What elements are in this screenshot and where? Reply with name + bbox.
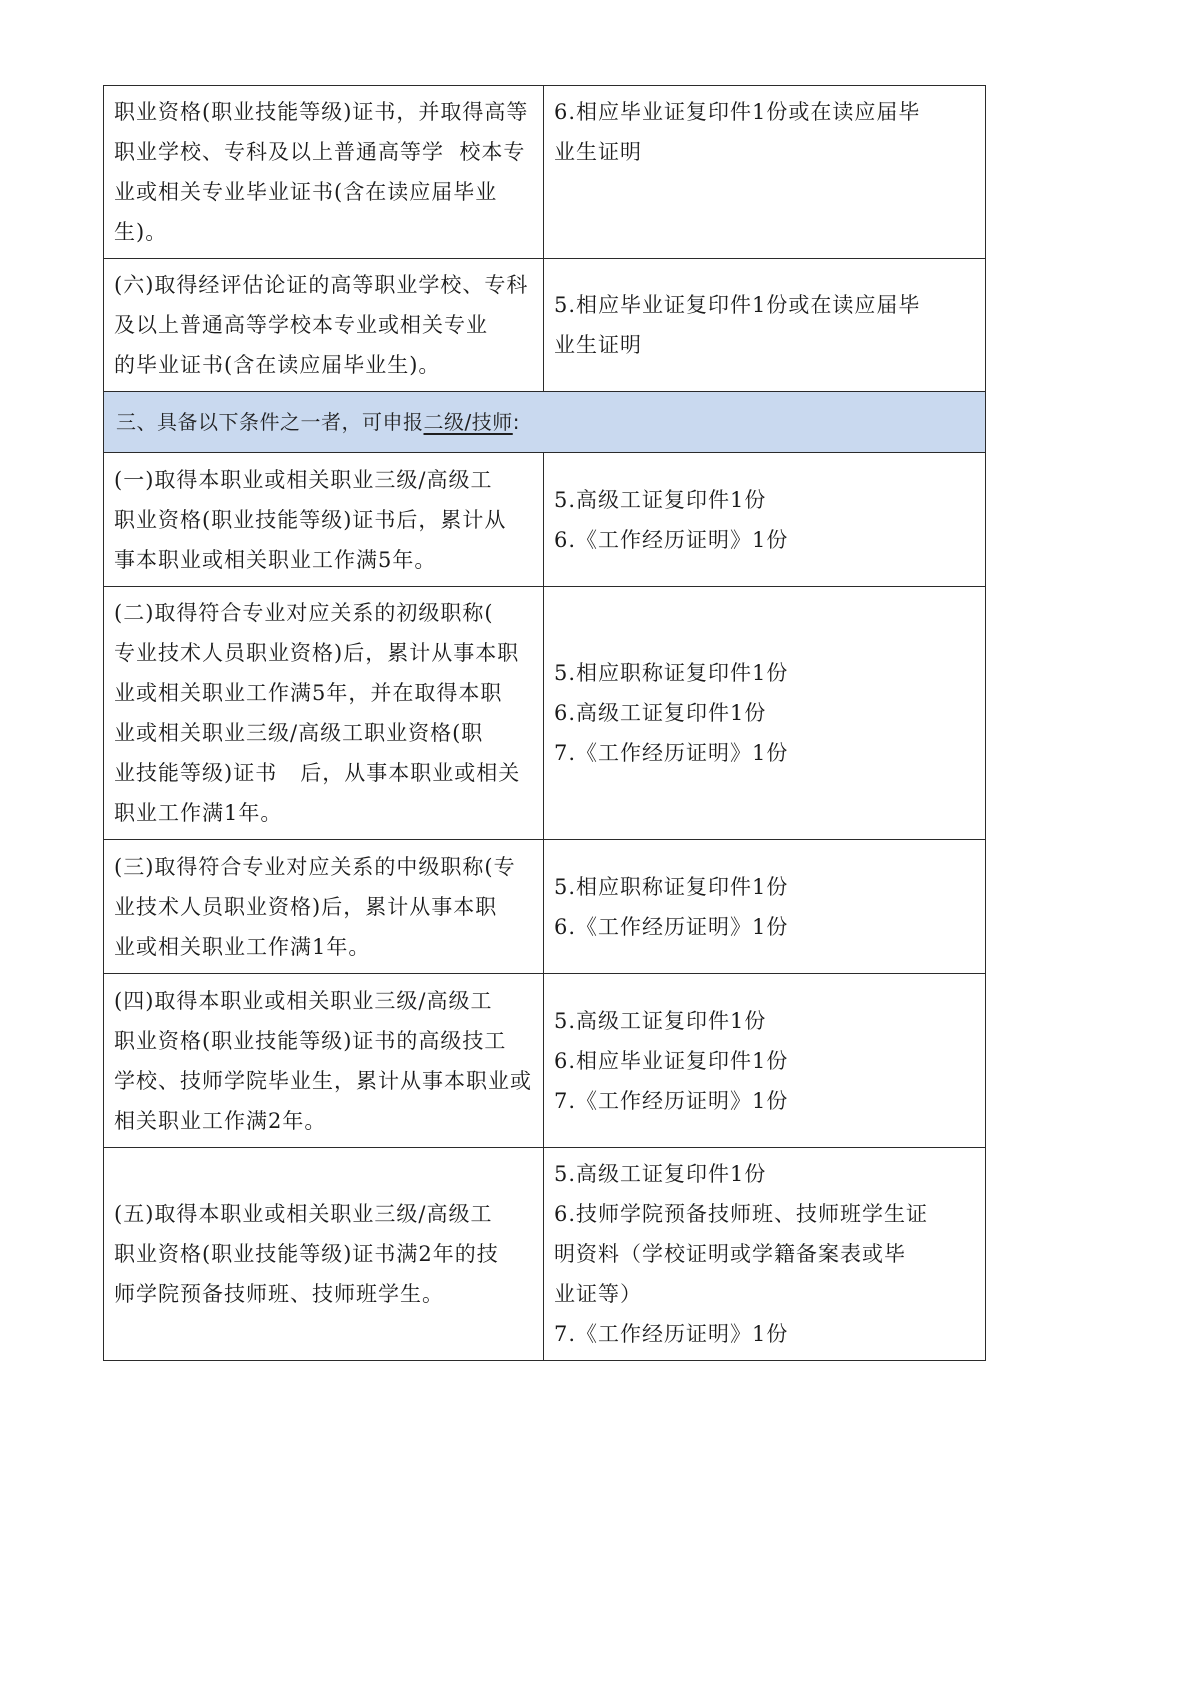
condition-line: (六)取得经评估论证的高等职业学校、专科 (114, 273, 529, 297)
materials-cell (544, 259, 986, 392)
condition-line: 职业学校、专科及以上普通高等学 校本专 (114, 140, 526, 164)
material-line: 5.高级工证复印件1份 (554, 1008, 767, 1033)
material-line: 7.《工作经历证明》1份 (554, 741, 789, 765)
condition-line: 事本职业或相关职业工作满5年。 (114, 547, 437, 572)
table-row (104, 259, 986, 392)
table-row (104, 1148, 986, 1361)
condition-line: 业技能等级)证书 后，从事本职业或相关 (114, 761, 521, 785)
condition-cell (104, 453, 544, 587)
condition-line: 相关职业工作满2年。 (114, 1108, 327, 1133)
section-header-row (104, 392, 986, 453)
condition-line: 职业资格(职业技能等级)证书，并取得高等 (114, 100, 529, 124)
material-line: 7.《工作经历证明》1份 (554, 1088, 789, 1113)
condition-line: 生)。 (114, 220, 168, 244)
condition-cell (104, 1148, 544, 1361)
document-page (103, 85, 985, 1361)
condition-line: (五)取得本职业或相关职业三级/高级工 (114, 1202, 493, 1226)
material-line: 5.高级工证复印件1份 (554, 487, 767, 512)
section-header-suffix: : (512, 410, 520, 434)
section-header-prefix: 三、具备以下条件之一者，可申报 (116, 410, 424, 434)
condition-line: 业或相关职业工作满5年，并在取得本职 (114, 681, 503, 705)
material-line: 6.《工作经历证明》1份 (554, 914, 789, 939)
condition-line: 业或相关职业三级/高级工职业资格(职 (114, 721, 484, 745)
condition-line: (三)取得符合专业对应关系的中级职称(专 (114, 854, 516, 879)
material-line: 6.相应毕业证复印件1份 (554, 1048, 789, 1073)
section-header-level: 二级/技师 (423, 410, 513, 434)
section-header (104, 392, 986, 453)
material-line: 6.技师学院预备技师班、技师班学生证 (554, 1202, 929, 1226)
material-line: 7.《工作经历证明》1份 (554, 1322, 789, 1346)
material-line: 6.高级工证复印件1份 (554, 701, 767, 725)
condition-cell (104, 587, 544, 840)
condition-line: 业或相关职业工作满1年。 (114, 934, 371, 959)
material-line: 6.相应毕业证复印件1份或在读应届毕 (554, 100, 921, 124)
condition-line: 师学院预备技师班、技师班学生。 (114, 1282, 444, 1306)
condition-line: 的毕业证书(含在读应届毕业生)。 (114, 353, 441, 377)
table-row (104, 453, 986, 587)
condition-cell (104, 840, 544, 974)
condition-line: (二)取得符合专业对应关系的初级职称( (114, 601, 494, 625)
materials-cell (544, 1148, 986, 1361)
condition-cell (104, 259, 544, 392)
requirements-table-body (104, 86, 986, 1361)
material-line: 业生证明 (554, 140, 642, 164)
condition-line: 学校、技师学院毕业生，累计从事本职业或 (114, 1068, 532, 1093)
condition-cell (104, 974, 544, 1148)
condition-line: 业技术人员职业资格)后，累计从事本职 (114, 894, 498, 919)
material-line: 业生证明 (554, 333, 642, 357)
condition-line: 专业技术人员职业资格)后，累计从事本职 (114, 641, 520, 665)
material-line: 6.《工作经历证明》1份 (554, 527, 789, 552)
material-line: 5.高级工证复印件1份 (554, 1162, 767, 1186)
table-row (104, 86, 986, 259)
materials-cell (544, 974, 986, 1148)
material-line: 5.相应职称证复印件1份 (554, 874, 789, 899)
materials-cell (544, 86, 986, 259)
material-line: 5.相应职称证复印件1份 (554, 661, 789, 685)
material-line: 5.相应毕业证复印件1份或在读应届毕 (554, 293, 921, 317)
material-line: 明资料（学校证明或学籍备案表或毕 (554, 1242, 906, 1266)
condition-line: 职业资格(职业技能等级)证书的高级技工 (114, 1028, 507, 1053)
table-row (104, 840, 986, 974)
condition-line: 职业工作满1年。 (114, 801, 283, 825)
materials-cell (544, 587, 986, 840)
condition-line: 职业资格(职业技能等级)证书后，累计从 (114, 507, 507, 532)
condition-line: 职业资格(职业技能等级)证书满2年的技 (114, 1242, 499, 1266)
condition-line: (一)取得本职业或相关职业三级/高级工 (114, 467, 493, 492)
materials-cell (544, 840, 986, 974)
requirements-table (103, 85, 986, 1361)
condition-line: (四)取得本职业或相关职业三级/高级工 (114, 988, 493, 1013)
material-line: 业证等） (554, 1282, 642, 1306)
table-row (104, 974, 986, 1148)
condition-cell (104, 86, 544, 259)
materials-cell (544, 453, 986, 587)
condition-line: 业或相关专业毕业证书(含在读应届毕业 (114, 180, 498, 204)
table-row (104, 587, 986, 840)
condition-line: 及以上普通高等学校本专业或相关专业 (114, 313, 488, 337)
